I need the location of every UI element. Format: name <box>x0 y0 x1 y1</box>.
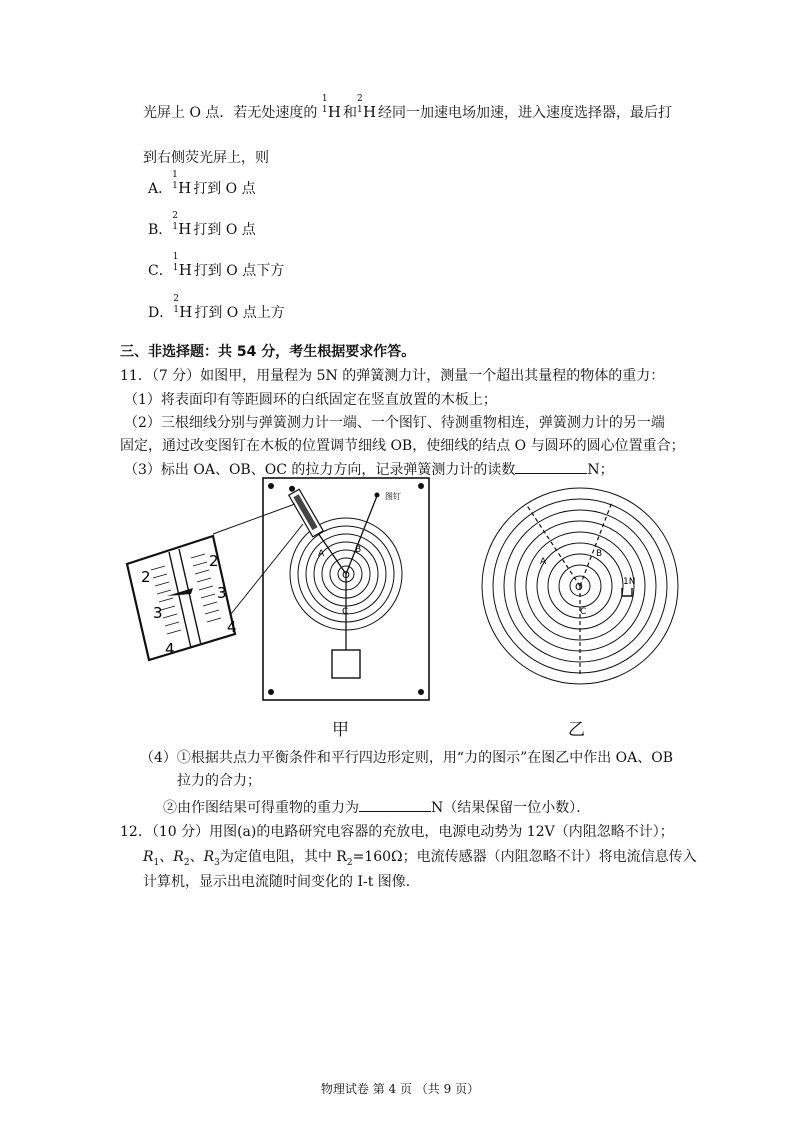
answer-blank[interactable] <box>515 459 587 474</box>
label-a: A <box>540 557 547 567</box>
corner-screw <box>418 483 424 489</box>
r2-symbol: R <box>173 849 184 865</box>
q11-step2a: （2）三根细线分别与弹簧测力计一端、一个图钉、待测重物相连，弹簧测力计的另一端 <box>124 415 665 431</box>
q12-line3: 计算机，显示出电流随时间变化的 I-t 图像． <box>143 874 420 890</box>
pin-label: 图钉 <box>385 492 401 501</box>
iso-mass: 1 <box>172 170 178 180</box>
scale-number: 2 <box>209 552 219 570</box>
label-o: O <box>575 582 583 593</box>
r2-sub: 2 <box>183 857 190 868</box>
r2-sub: 2 <box>346 857 353 868</box>
iso-symbol: H <box>362 103 377 121</box>
iso-charge: 1 <box>321 105 328 115</box>
iso-charge: 1 <box>172 222 179 232</box>
isotope <box>172 211 192 239</box>
option-letter: C． <box>148 263 173 279</box>
scale-number: 3 <box>153 604 163 622</box>
q11-step4c-text: ②由作图结果可得重物的重力为 <box>163 800 359 816</box>
label-b: B <box>596 549 603 559</box>
weight-block <box>332 650 360 678</box>
pin-icon <box>375 493 380 498</box>
isotope-1 <box>321 94 341 122</box>
r1-symbol: R <box>143 849 154 865</box>
q11-step4c <box>163 797 590 818</box>
iso-charge: 1 <box>172 263 179 273</box>
isotope <box>172 170 192 198</box>
q11-step3-unit: N； <box>587 462 614 478</box>
corner-screw <box>268 483 274 489</box>
iso-symbol: H <box>178 179 192 197</box>
option-text: 打到 O 点 <box>193 222 256 238</box>
label-o: O <box>342 570 350 581</box>
r1-sub: 1 <box>153 857 160 868</box>
scale-number: 3 <box>217 584 227 602</box>
q11-step4b: 拉力的合力； <box>177 773 261 789</box>
option-letter: B． <box>148 222 173 238</box>
iso-symbol: H <box>178 220 192 238</box>
callout-line <box>213 504 295 534</box>
q10-stem-a: 光屏上 O 点．若无处速度的 <box>143 105 318 121</box>
iso-charge: 1 <box>173 305 179 315</box>
spring-scale-icon <box>285 483 323 537</box>
caption-yi: 乙 <box>568 720 585 740</box>
q11-step3-text: （3）标出 OA、OB、OC 的拉力方向，记录弹簧测力计的读数 <box>124 462 516 478</box>
option-letter: D． <box>148 305 174 321</box>
q12-line2: $R_1$、$R_2$、$R_3$为定值电阻，其中 $R_2=160\Omega$；电流传感器（内阻忽略不计）将电流信息传入 <box>143 849 697 868</box>
option-a <box>148 170 256 199</box>
iso-mass: 1 <box>172 252 179 262</box>
iso-mass: 1 <box>321 94 328 104</box>
magnified-scale <box>127 536 237 660</box>
caption-jia: 甲 <box>332 720 349 740</box>
isotope-2 <box>356 94 377 122</box>
option-b <box>148 211 256 240</box>
scale-number: 4 <box>227 618 237 636</box>
iso-symbol: H <box>327 103 341 121</box>
figure-jia <box>105 474 435 704</box>
q10-stem-b: 经同一加速电场加速，进入速度选择器，最后打 <box>378 105 673 121</box>
corner-screw <box>268 689 274 695</box>
corner-screw <box>418 689 424 695</box>
iso-mass: 2 <box>172 211 179 221</box>
string-ob <box>346 496 377 574</box>
scale-number: 4 <box>165 640 175 658</box>
q11-step2b: 固定，通过改变图钉在木板的位置调节细线 OB，使细线的结点 O 与圆环的圆心位置重合； <box>120 438 685 454</box>
q11-intro: 11．（7 分）如图甲，用量程为 5N 的弹簧测力计，测量一个超出其量程的物体的重力： <box>120 368 665 384</box>
label-c: C <box>342 607 349 617</box>
iso-charge: 1 <box>356 105 363 115</box>
option-text: 打到 O 点下方 <box>193 263 285 279</box>
label-c: C <box>580 607 587 617</box>
q12-line2-text: 为定值电阻，其中 R <box>219 849 347 865</box>
q12-line1: 12．（10 分）用图(a)的电路研究电容器的充放电，电源电动势为 12V（内阻忽略不计）； <box>120 824 674 840</box>
q10-stem-line2: 到右侧荧光屏上，则 <box>143 150 269 166</box>
figure-yi <box>470 478 690 698</box>
option-c <box>148 252 285 281</box>
r3-symbol: R <box>203 849 215 865</box>
iso-mass: 2 <box>173 294 179 304</box>
label-b: B <box>355 545 362 555</box>
q11-step1: （1）将表面印有等距圆环的白纸固定在竖直放置的木板上； <box>124 392 497 408</box>
iso-charge: 1 <box>172 181 178 191</box>
option-text: 打到 O 点 <box>193 181 256 197</box>
scale-bar <box>622 588 632 596</box>
q11-step4a: （4）①根据共点力平衡条件和平行四边形定则，用“力的图示”在图乙中作出 OA、OB <box>140 750 674 766</box>
section-heading: 三、非选择题：共 54 分，考生根据要求作答。 <box>120 344 416 360</box>
scale-label: 1N <box>623 577 636 587</box>
answer-blank[interactable] <box>359 797 431 812</box>
iso-mass: 2 <box>356 94 363 104</box>
isotope <box>172 252 192 280</box>
option-d <box>148 294 285 323</box>
q11-step4c-unit: N（结果保留一位小数）． <box>431 800 591 816</box>
iso-symbol: H <box>178 261 192 279</box>
scale-number: 2 <box>141 568 151 586</box>
iso-symbol: H <box>179 303 193 321</box>
label-a: A <box>318 549 325 559</box>
r3-sub: 3 <box>214 857 220 868</box>
and-text: 和 <box>342 105 357 121</box>
option-letter: A． <box>148 181 173 197</box>
option-text: 打到 O 点上方 <box>194 305 285 321</box>
page-footer: 物理试卷 第 4 页 （共 9 页） <box>320 1082 480 1096</box>
isotope <box>173 294 193 322</box>
q10-stem-line1 <box>143 94 673 123</box>
q12-line2-end: =160Ω；电流传感器（内阻忽略不计）将电流信息传入 <box>352 849 697 865</box>
